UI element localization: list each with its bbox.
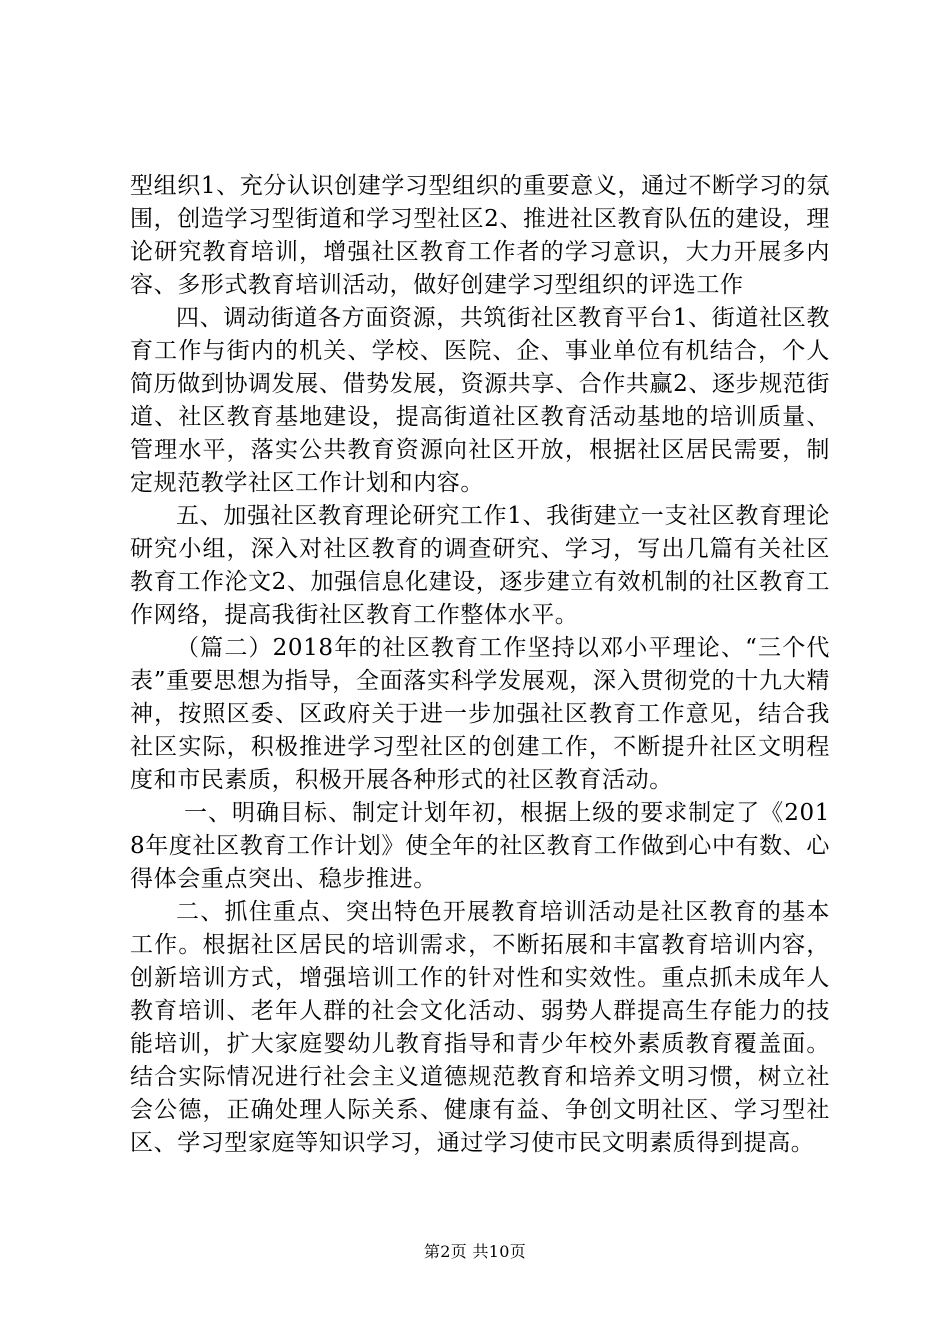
paragraph-section-one: 一、明确目标、制定计划年初，根据上级的要求制定了《2018年度社区教育工作计划》使全年的社区教育工作做到心中有数、心得体会重点突出、稳步推进。	[130, 800, 830, 892]
paragraph-continuation: 型组织1、充分认识创建学习型组织的重要意义，通过不断学习的氛围，创造学习型街道和学习型社区2、推进社区教育队伍的建设，理论研究教育培训，增强社区教育工作者的学习意识，大力开展多内容、多形式教育培训活动，做好创建学习型组织的评选工作	[130, 173, 830, 298]
paragraph-section-two: 二、抓住重点、突出特色开展教育培训活动是社区教育的基本工作。根据社区居民的培训需求，不断拓展和丰富教育培训内容，创新培训方式，增强培训工作的针对性和实效性。重点抓未成年人教育培训、老年人群的社会文化活动、弱势人群提高生存能力的技能培训，扩大家庭婴幼儿教育指导和青少年校外素质教育覆盖面。结合实际情况进行社会主义道德规范教育和培养文明习惯，树立社会公德，正确处理人际关系、健康有益、争创文明社区、学习型社区、学习型家庭等知识学习，通过学习使市民文明素质得到提高。	[130, 899, 830, 1156]
paragraph-section-four: 四、调动街道各方面资源，共筑街社区教育平台1、街道社区教育工作与街内的机关、学校、医院、企、事业单位有机结合，个人简历做到协调发展、借势发展，资源共享、合作共赢2、逐步规范街道、社区教育基地建设，提高街道社区教育活动基地的培训质量、管理水平，落实公共教育资源向社区开放，根据社区居民需要，制定规范教学社区工作计划和内容。	[130, 305, 830, 496]
page-number-footer: 第2页 共10页	[423, 1242, 527, 1261]
paragraph-section-five: 五、加强社区教育理论研究工作1、我街建立一支社区教育理论研究小组，深入对社区教育的调查研究、学习，写出几篇有关社区教育工作沦文2、加强信息化建设，逐步建立有效机制的社区教育工作网络，提高我街社区教育工作整体水平。	[130, 503, 830, 628]
document-body	[130, 170, 830, 1160]
paragraph-part-two-intro: （篇二）2018年的社区教育工作坚持以邓小平理论、“三个代表”重要思想为指导，全面落实科学发展观，深入贯彻党的十九大精神，按照区委、区政府关于进一步加强社区教育工作意见，结合我社区实际，积极推进学习型社区的创建工作，不断提升社区文明程度和市民素质，积极开展各种形式的社区教育活动。	[130, 635, 830, 793]
